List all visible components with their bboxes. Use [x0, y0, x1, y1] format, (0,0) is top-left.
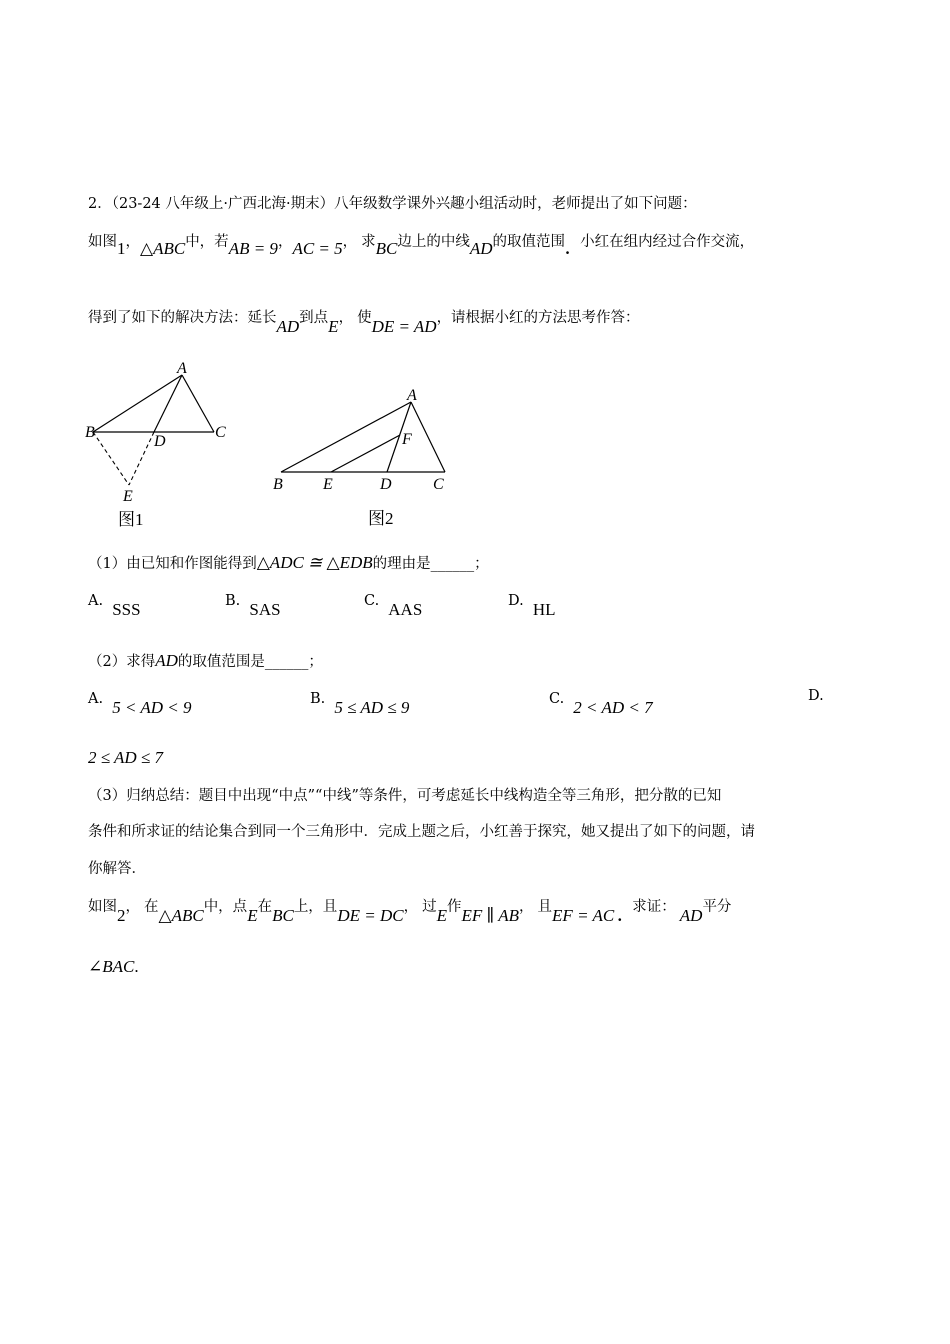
text-segment: 作: [446, 899, 462, 915]
text-segment: 在: [144, 899, 159, 915]
text-segment: 中，点: [203, 899, 248, 915]
label-d: D: [380, 476, 392, 493]
text-segment: 如图: [88, 899, 117, 915]
segment-be-dashed: [93, 432, 129, 485]
q2-option-b[interactable]: [310, 688, 410, 717]
problem-line-2: [88, 306, 640, 336]
option-letter: B.: [310, 691, 326, 707]
math-bc: BC: [272, 906, 294, 925]
option-value: SAS: [249, 600, 281, 619]
text-segment: 平分: [702, 899, 732, 915]
text-segment: .: [134, 957, 139, 976]
text-segment: 的理由是______；: [372, 556, 489, 572]
option-value: HL: [532, 600, 556, 619]
label-b: B: [85, 424, 95, 441]
option-value: 5 ≤ AD ≤ 9: [334, 698, 410, 717]
problem-intro: 八年级数学课外兴趣小组活动时，老师提出了如下问题：: [334, 196, 697, 212]
math-triangle: △ABC: [140, 239, 186, 258]
math-ef-parallel-ab: EF ∥ AB: [461, 906, 520, 925]
text-segment: ，: [125, 899, 140, 915]
text-segment: 求证：: [632, 899, 676, 915]
math-ad: AD: [155, 651, 178, 670]
text-segment: 边上的中线: [397, 234, 470, 250]
text-segment: 的取值范围: [492, 234, 566, 250]
problem-number: 2．: [88, 196, 112, 212]
question-2: [88, 650, 323, 671]
text-segment: ，请根据小红的方法思考作答：: [436, 310, 640, 326]
math-congruence: △ADC ≅ △EDB: [256, 553, 373, 572]
q2-option-c[interactable]: [549, 688, 653, 717]
text-segment: ，: [277, 234, 293, 250]
text-segment: .: [565, 241, 571, 258]
option-value: SSS: [112, 600, 141, 619]
option-value: AAS: [388, 600, 423, 619]
question-3-line-1: （3）归纳总结：题目中出现“中点”“中线”等条件，可考虑延长中线构造全等三角形，把分散的已知: [88, 788, 722, 804]
label-b: B: [273, 476, 283, 493]
proof-statement: [88, 895, 732, 925]
q1-option-b[interactable]: [225, 590, 281, 619]
label-e: E: [323, 476, 333, 493]
text-segment: ，: [519, 899, 534, 915]
figure-ref: 1: [117, 239, 126, 258]
label-c: C: [215, 424, 226, 441]
segment-ab: [281, 402, 411, 472]
q1-option-a[interactable]: [88, 590, 141, 619]
segment-ac: [182, 375, 214, 432]
option-value: 2 < AD < 7: [573, 698, 653, 717]
proof-angle-line: [88, 957, 139, 977]
figure-ref: 2: [117, 906, 126, 925]
q2-option-a[interactable]: [88, 688, 192, 717]
text-segment: 在: [257, 899, 273, 915]
math-ef-eq-ac: EF = AC: [552, 906, 615, 925]
text-segment: 求: [361, 234, 376, 250]
q1-option-d[interactable]: [508, 590, 556, 619]
question-3-line-3: 你解答．: [88, 861, 146, 877]
segment-ac: [411, 402, 445, 472]
label-c: C: [433, 476, 444, 493]
option-letter: A.: [88, 593, 104, 609]
math-de-eq-dc: DE = DC: [337, 906, 404, 925]
option-letter: C.: [364, 593, 380, 609]
problem-line-1: [88, 230, 755, 258]
text-segment: 过: [422, 899, 437, 915]
math-angle-bac: ∠BAC: [88, 957, 135, 976]
figure-1: [80, 355, 250, 535]
question-3-line-2: 条件和所求证的结论集合到同一个三角形中．完成上题之后，小红善于探究，她又提出了如下的问题，请: [88, 824, 755, 840]
label-d: D: [154, 433, 166, 450]
math-ad: AD: [276, 317, 300, 336]
math-triangle: △ABC: [158, 906, 204, 925]
text-segment: 中，若: [185, 234, 229, 250]
option-letter: D.: [508, 593, 524, 609]
label-a: A: [177, 360, 187, 377]
q2-option-d-letter[interactable]: D.: [808, 688, 824, 704]
segment-ef: [331, 435, 400, 472]
math-ad: AD: [469, 239, 493, 258]
label-a: A: [407, 387, 417, 404]
text-segment: 小红在组内经过合作交流，: [580, 234, 755, 250]
text-segment: 得到了如下的解决方法：延长: [88, 310, 277, 326]
text-segment: 使: [357, 310, 372, 326]
math-de-eq-ad: DE = AD: [371, 317, 437, 336]
text-segment: ，: [125, 234, 140, 250]
math-ab: AB = 9: [228, 239, 278, 258]
math-ac: AC = 5: [292, 239, 343, 258]
math-e: E: [247, 906, 258, 925]
q1-option-c[interactable]: [364, 590, 423, 619]
text-segment: .: [617, 908, 623, 925]
q2-option-d-value: 2 ≤ AD ≤ 7: [88, 748, 164, 767]
text-segment: 到点: [299, 310, 329, 326]
figure-2: [265, 382, 465, 532]
math-e: E: [328, 317, 339, 336]
question-1: [88, 552, 489, 573]
text-segment: ，: [403, 899, 419, 915]
math-ad: AD: [679, 906, 703, 925]
text-segment: 的取值范围是______；: [177, 654, 323, 670]
math-bc: BC: [375, 239, 398, 258]
text-segment: 如图: [88, 234, 117, 250]
caption-figure-1: 图1: [118, 510, 144, 529]
segment-de-dashed: [129, 432, 154, 485]
option-value: 5 < AD < 9: [112, 698, 192, 717]
math-e: E: [436, 906, 447, 925]
text-segment: ，: [338, 310, 354, 326]
text-segment: 上，且: [293, 899, 338, 915]
text-segment: （2）求得: [88, 654, 156, 670]
text-segment: （1）由已知和作图能得到: [88, 556, 257, 572]
caption-figure-2: 图2: [368, 509, 394, 528]
option-letter: A.: [88, 691, 104, 707]
problem-source: （23-24 八年级上·广西北海·期末）: [111, 196, 335, 212]
text-segment: ，: [342, 234, 358, 250]
label-f: F: [402, 431, 412, 448]
option-letter: B.: [225, 593, 241, 609]
text-segment: 且: [537, 899, 553, 915]
option-letter: C.: [549, 691, 565, 707]
label-e: E: [123, 488, 133, 505]
problem-header: [88, 192, 697, 213]
